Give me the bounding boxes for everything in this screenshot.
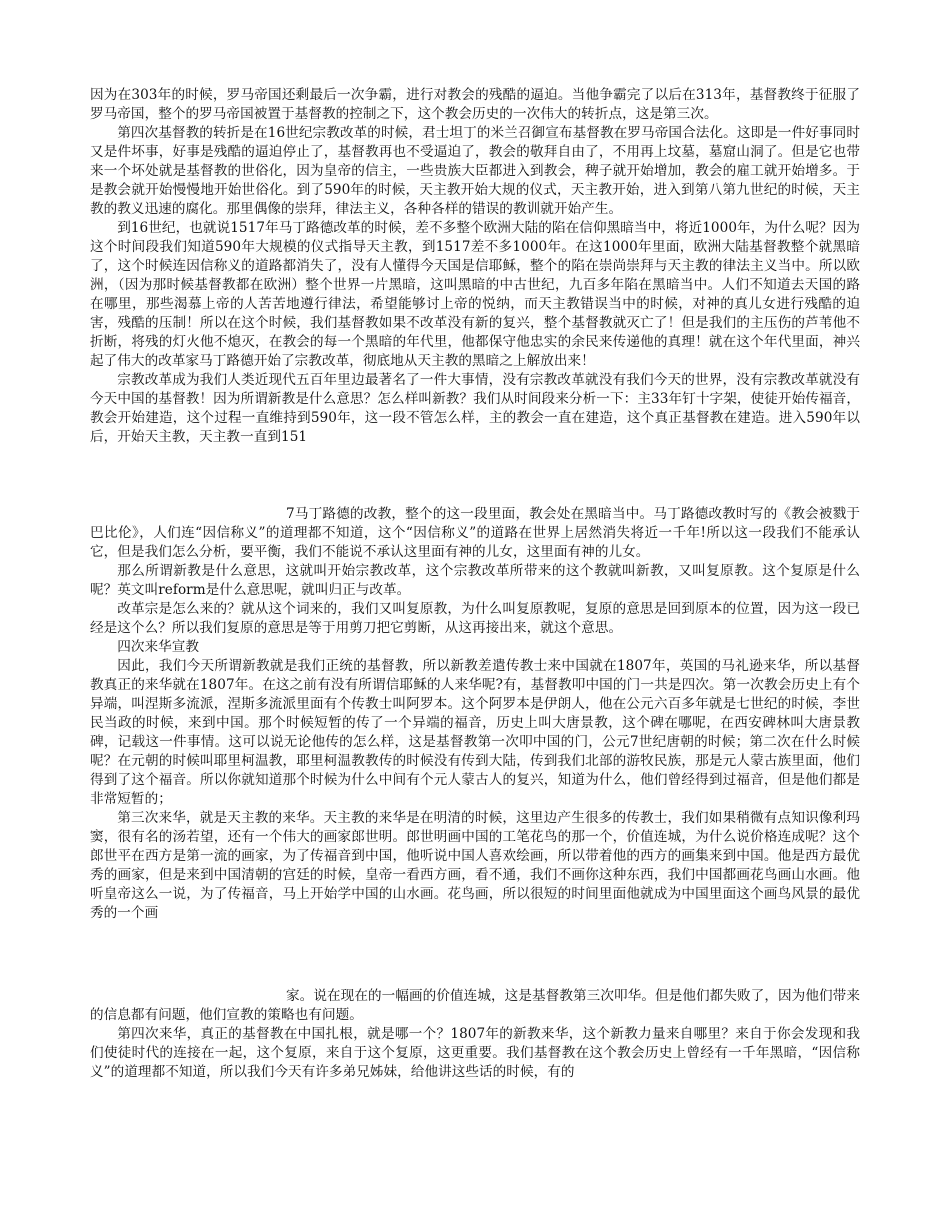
paragraph-fourth-mission: 第四次来华，真正的基督教在中国扎根，就是哪一个？1807年的新教来华，这个新教力量来自哪里？来自于你会发现和我们使徒时代的连接在一起，这个复原，来自于这个复原，这更重要。我们基督教在这个教会历史上曾经有一千年黑暗，“因信称义”的道理都不知道，所以我们今天有许多弟兄姊妹，给他讲这些话的时候，有的 bbox=[90, 1026, 860, 1080]
paragraph-reformed-origin: 改革宗是怎么来的？就从这个词来的，我们又叫复原教，为什么叫复原教呢，复原的意思是回到原本的位置，因为这一段已经是这个么？所以我们复原的意思是等于用剪刀把它剪断，从这再接出来，就这个意思。 bbox=[90, 601, 860, 636]
paragraph-third-mission-continuation: 家。说在现在的一幅画的价值连城，这是基督教第三次叩华。但是他们都失败了，因为他们带来的信息都有问题，他们宣教的策略也有问题。 bbox=[90, 988, 860, 1023]
section-heading-four-missions: 四次来华宣教 bbox=[117, 639, 200, 655]
document-page bbox=[90, 86, 860, 1082]
paragraph-third-turning-point: 因为在303年的时候，罗马帝国还剩最后一次争霸，进行对教会的残酷的逼迫。当他争霸完了以后在313年，基督教终于征服了罗马帝国，整个的罗马帝国被置于基督教的控制之下，这个教会历史的一次伟大的转折点，这是第三次。 bbox=[90, 87, 860, 122]
paragraph-16th-century: 到16世纪，也就说1517年马丁路德改革的时候，差不多整个欧洲大陆的陷在信仰黑暗当中，将近1000年，为什么呢？因为这个时间段我们知道590年大规模的仪式指导天主教，到1517差不多1000年。在这1000年里面，欧洲大陆基督教整个就黑暗了，这个时候连因信称义的道路都消失了，没有人懂得今天国是信耶稣，整个的陷在崇尚崇拜与天主教的律法主义当中。所以欧洲，（因为那时候基督教都在欧洲）整个世界一片黑暗，这叫黑暗的中古世纪，九百多年陷在黑暗当中。人们不知道去天国的路在哪里，那些渴慕上帝的人苦苦地遵行律法，希望能够讨上帝的悦纳，而天主教错误当中的时候，对神的真儿女进行残酷的迫害，残酷的压制！所以在这个时候，我们基督教如果不改革没有新的复兴，整个基督教就灭亡了！但是我们的主压伤的芦苇他不折断，将残的灯火他不熄灭，在教会的每一个黑暗的年代里，他都保守他忠实的余民来传递他的真理！就在这个年代里面，神兴起了伟大的改革家马丁路德开始了宗教改革，彻底地从天主教的黑暗之上解放出来！ bbox=[90, 220, 860, 369]
paragraph-new-church-meaning: 那么所谓新教是什么意思，这就叫开始宗教改革，这个宗教改革所带来的这个教就叫新教，又叫复原教。这个复原是什么呢？英文叫reform是什么意思呢，就叫归正与改革。 bbox=[90, 563, 860, 598]
page-break-gap bbox=[90, 447, 860, 505]
page-break-gap bbox=[90, 923, 860, 987]
paragraph-reformation-significance: 宗教改革成为我们人类近现代五百年里边最著名了一件大事情，没有宗教改革就没有我们今天的世界，没有宗教改革就没有今天中国的基督教！因为所谓新教是什么意思？怎么样叫新教？我们从时间段来分析一下：主33年钉十字架，使徒开始传福音，教会开始建造，这个过程一直维持到590年，这一段不管怎么样，主的教会一直在建造，这个真正基督教在建造。进入590年以后，开始天主教，天主教一直到151 bbox=[90, 372, 860, 445]
paragraph-first-second-missions: 因此，我们今天所谓新教就是我们正统的基督教，所以新教差遣传教士来中国就在1807年，英国的马礼逊来华，所以基督教真正的来华就在1807年。在这之前有没有所谓信耶稣的人来华呢?有，基督教叩中国的门一共是四次。第一次教会历史上有个异端，叫涅斯多流派，涅斯多流派里面有个传教士叫阿罗本。这个阿罗本是伊朗人，他在公元六百多年就是七世纪的时候，李世民当政的时候，来到中国。那个时候短暂的传了一个异端的福音，历史上叫大唐景教，这个碑在哪呢，在西安碑林叫大唐景教碑，记载这一件事情。这可以说无论他传的怎么样，这是基督教第一次叩中国的门，公元7世纪唐朝的时候；第二次在什么时候呢？在元朝的时候叫耶里柯温教，耶里柯温教教传的时候没有传到大陆，传到我们北部的游牧民族，那是元人蒙古族里面，他们得到了这个福音。所以你就知道那个时候为什么中间有个元人蒙古人的复兴，知道为什么，他们曾经得到过福音，但是他们都是非常短暂的； bbox=[90, 658, 860, 807]
paragraph-third-mission: 第三次来华，就是天主教的来华。天主教的来华是在明清的时候，这里边产生很多的传教士，我们如果稍微有点知识像利玛窦，很有名的汤若望，还有一个伟大的画家郎世明。郎世明画中国的工笔花鸟的那一个，价值连城，为什么说价格连成呢？这个郎世平在西方是第一流的画家，为了传福音到中国，他听说中国人喜欢绘画，所以带着他的西方的画集来到中国。他是西方最优秀的画家，但是来到中国清朝的宫廷的时候，皇帝一看西方画，看不通，我们不画你这种东西，我们中国都画花鸟画山水画。他听皇帝这么一说，为了传福音，马上开始学中国的山水画。花鸟画，所以很短的时间里面他就成为中国里面这个画鸟风景的最优秀的一个画 bbox=[90, 810, 860, 921]
paragraph-fourth-turning-point: 第四次基督教的转折是在16世纪宗教改革的时候，君士坦丁的米兰召御宣布基督教在罗马帝国合法化。这即是一件好事同时又是件坏事，好事是残酷的逼迫停止了，基督教再也不受逼迫了，教会的敬拜自由了，不用再上坟墓，墓窟山洞了。但是它也带来一个坏处就是基督教的世俗化，因为皇帝的信主，一些贵族大臣都进入到教会，稗子就开始增加，教会的雇工就开始增多。于是教会就开始慢慢地开始世俗化。到了590年的时候，天主教开始大规的仪式，天主教开始，进入到第八第九世纪的时候，天主教的教义迅速的腐化。那里偶像的崇拜，律法主义，各种各样的错误的教训就开始产生。 bbox=[90, 125, 860, 217]
paragraph-luther-continuation: 7马丁路德的改教，整个的这一段里面，教会处在黑暗当中。马丁路德改教时写的《教会被戮于巴比伦》，人们连“因信称义”的道理都不知道，这个“因信称义”的道路在世界上居然消失将近一千年!所以这一段我们不能承认它，但是我们怎么分析，要平衡，我们不能说不承认这里面有神的儿女，这里面有神的儿女。 bbox=[90, 506, 860, 560]
